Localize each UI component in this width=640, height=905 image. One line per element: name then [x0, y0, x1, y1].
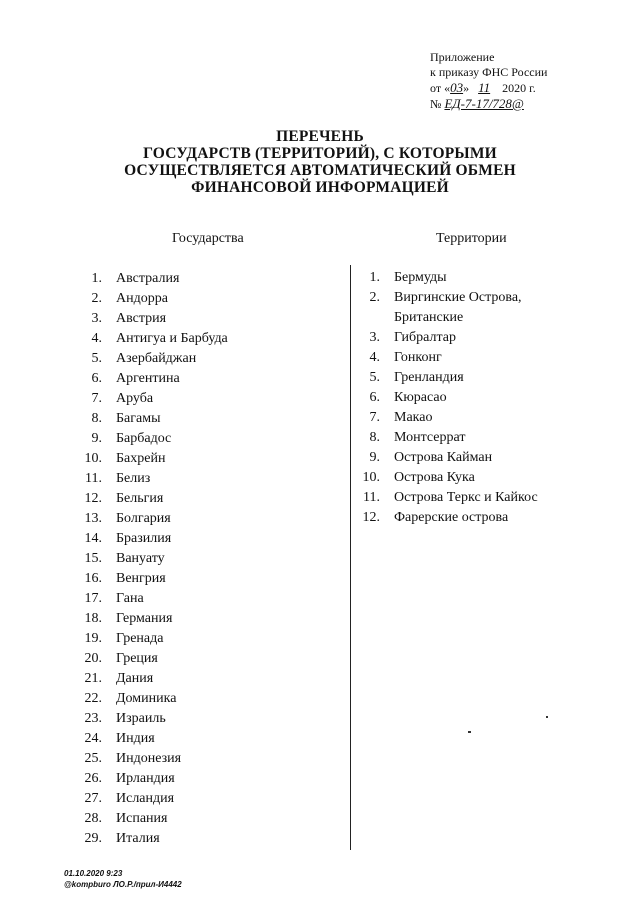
item-number: 13. [84, 511, 102, 526]
item-number: 8. [91, 411, 102, 426]
item-number: 28. [84, 811, 102, 826]
scan-speck [468, 731, 471, 733]
approval-line-1: Приложение [430, 50, 495, 64]
item-name: Дания [116, 671, 154, 686]
column-divider [350, 265, 351, 850]
item-name: Острова Кука [394, 470, 475, 485]
item-name: Гренландия [394, 370, 464, 385]
item-number: 11. [85, 471, 102, 486]
order-number: ЕД-7-17/728@ [444, 96, 524, 111]
item-name: Гибралтар [394, 330, 457, 345]
item-number: 6. [369, 390, 380, 405]
item-number: 1. [369, 270, 380, 285]
item-name: Израиль [116, 711, 166, 726]
item-number: 9. [369, 450, 380, 465]
title-line-1: ПЕРЕЧЕНЬ [276, 128, 364, 145]
document-title [0, 128, 640, 196]
item-number: 4. [91, 331, 102, 346]
date-month: 11 [478, 80, 491, 95]
states-heading: Государства [172, 231, 244, 246]
date-prefix: от « [430, 81, 451, 95]
item-name: Бразилия [116, 531, 172, 546]
title-line-2: ГОСУДАРСТВ (ТЕРРИТОРИЙ), С КОТОРЫМИ [143, 145, 497, 162]
date-year: 2020 г. [502, 81, 536, 95]
item-number: 12. [84, 491, 102, 506]
number-prefix: № [430, 97, 442, 111]
item-name: Италия [116, 831, 160, 846]
item-number: 27. [84, 791, 102, 806]
item-number: 14. [84, 531, 102, 546]
item-number: 16. [84, 571, 102, 586]
item-number: 22. [84, 691, 102, 706]
item-name: Багамы [116, 411, 161, 426]
item-number: 5. [91, 351, 102, 366]
item-name: Острова Теркс и Кайкос [394, 490, 538, 505]
item-name: Гонконг [394, 350, 442, 365]
item-name: Бахрейн [116, 451, 166, 466]
territories-heading: Территории [436, 231, 507, 246]
item-name: Вануату [116, 551, 165, 566]
item-number: 11. [363, 490, 380, 505]
item-number: 7. [369, 410, 380, 425]
item-name: Ирландия [116, 771, 175, 786]
item-name: Гана [116, 591, 144, 606]
item-number: 25. [84, 751, 102, 766]
item-name: Аруба [116, 391, 154, 406]
approval-line-2: к приказу ФНС России [430, 65, 548, 79]
item-name: Бельгия [116, 491, 164, 506]
item-number: 17. [84, 591, 102, 606]
title-line-3: ОСУЩЕСТВЛЯЕТСЯ АВТОМАТИЧЕСКИЙ ОБМЕН [124, 162, 516, 179]
item-number: 3. [369, 330, 380, 345]
item-number: 26. [84, 771, 102, 786]
item-number: 1. [91, 271, 102, 286]
item-number: 2. [91, 291, 102, 306]
item-number: 3. [91, 311, 102, 326]
item-name: Белиз [116, 471, 151, 486]
item-name: Азербайджан [116, 351, 197, 366]
item-name: Австрия [116, 311, 167, 326]
item-number: 24. [84, 731, 102, 746]
title-line-4: ФИНАНСОВОЙ ИНФОРМАЦИЕЙ [191, 179, 449, 196]
date-mid: » [463, 81, 470, 95]
date-day: 03 [450, 80, 464, 95]
item-name: Бермуды [394, 270, 447, 285]
item-number: 10. [84, 451, 102, 466]
item-name: Макао [394, 410, 433, 425]
item-number: 19. [84, 631, 102, 646]
item-number: 7. [91, 391, 102, 406]
item-number: 23. [84, 711, 102, 726]
item-number: 29. [84, 831, 102, 846]
item-name: Барбадос [116, 431, 172, 446]
item-name: Антигуа и Барбуда [116, 331, 228, 346]
item-number: 9. [91, 431, 102, 446]
approval-number-line [430, 96, 547, 112]
item-name: Острова Кайман [394, 450, 493, 465]
item-name: Испания [116, 811, 168, 826]
item-number: 4. [369, 350, 380, 365]
item-name: Индонезия [116, 751, 182, 766]
item-name: Аргентина [116, 371, 180, 386]
item-name: Венгрия [116, 571, 166, 586]
approval-block [430, 50, 547, 112]
item-number: 6. [91, 371, 102, 386]
item-name: Доминика [116, 691, 177, 706]
print-stamp [64, 868, 182, 890]
item-number: 8. [369, 430, 380, 445]
stamp-line-1: 01.10.2020 9:23 [64, 869, 123, 878]
item-name: Гренада [116, 631, 164, 646]
approval-date-line [430, 80, 547, 96]
stamp-line-2: @kompburo ЛО.Р./прил-И4442 [64, 880, 182, 889]
item-name: Германия [116, 611, 173, 626]
item-number: 15. [84, 551, 102, 566]
item-name: Австралия [116, 271, 180, 286]
item-name: Виргинские Острова, Британские [394, 290, 522, 325]
item-number: 18. [84, 611, 102, 626]
item-name: Монтсеррат [394, 430, 466, 445]
item-name: Кюрасао [394, 390, 447, 405]
item-name: Греция [116, 651, 158, 666]
item-name: Индия [116, 731, 155, 746]
item-number: 10. [362, 470, 380, 485]
item-number: 5. [369, 370, 380, 385]
item-name: Андорра [116, 291, 168, 306]
item-name: Исландия [116, 791, 175, 806]
item-number: 20. [84, 651, 102, 666]
item-name: Фарерские острова [394, 510, 509, 525]
item-number: 12. [362, 510, 380, 525]
item-number: 2. [369, 290, 380, 305]
item-number: 21. [84, 671, 102, 686]
scan-speck [546, 716, 548, 718]
item-name: Болгария [116, 511, 171, 526]
